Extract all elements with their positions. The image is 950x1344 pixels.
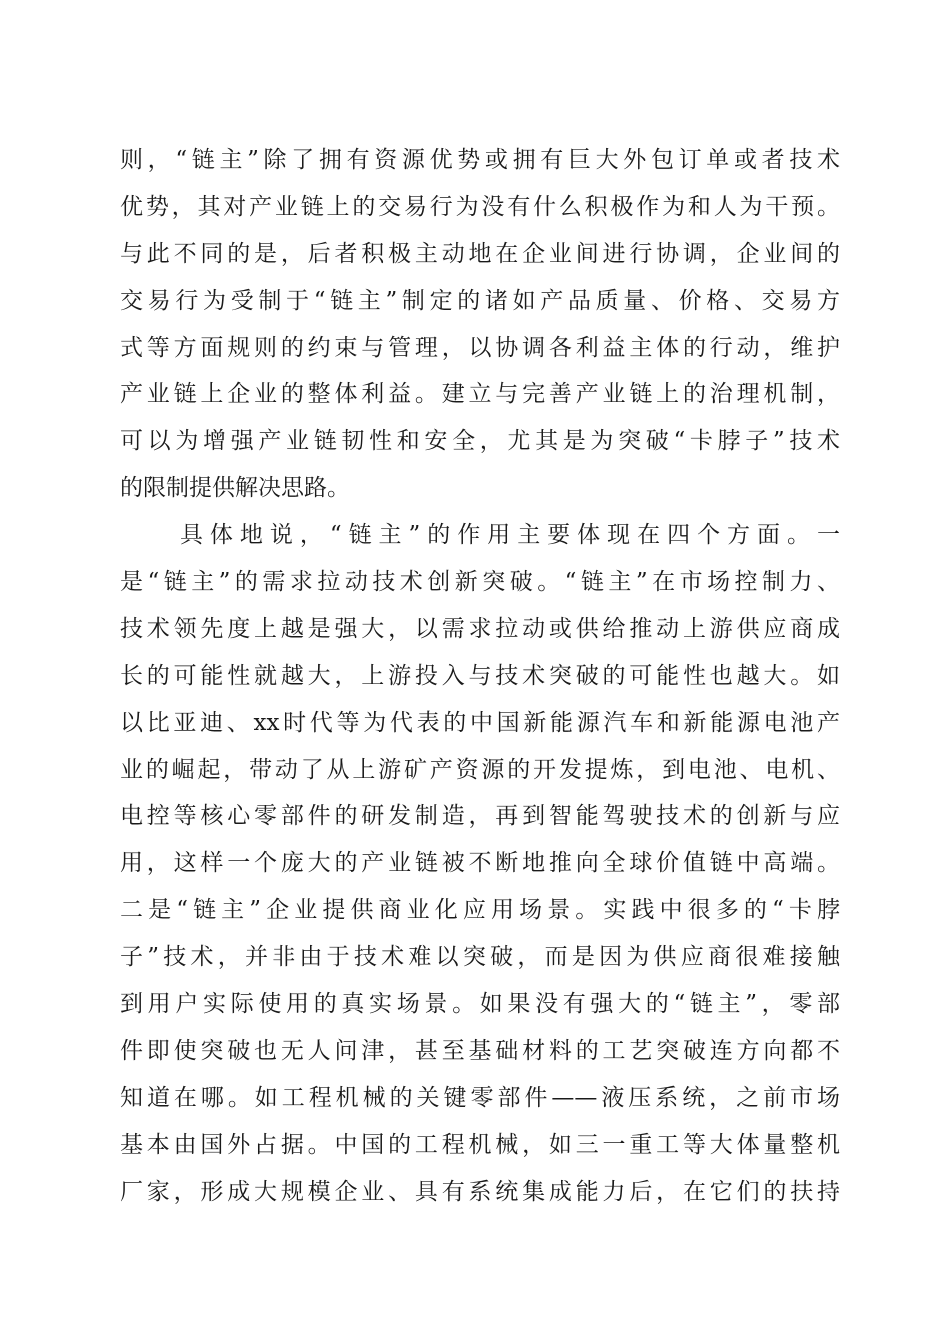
- text-line: 优势，其对产业链上的交易行为没有什么积极作为和人为干预。: [120, 193, 840, 220]
- text-line: 厂家，形成大规模企业、具有系统集成能力后，在它们的扶持: [120, 1178, 840, 1205]
- text-line: 以比亚迪、xx时代等为代表的中国新能源汽车和新能源电池产: [120, 709, 840, 736]
- text-line: 具体地说，“链主”的作用主要体现在四个方面。一: [120, 522, 840, 549]
- text-line: 件即使突破也无人问津，甚至基础材料的工艺突破连方向都不: [120, 1037, 840, 1064]
- text-line: 基本由国外占据。中国的工程机械，如三一重工等大体量整机: [120, 1131, 840, 1158]
- text-line: 产业链上企业的整体利益。建立与完善产业链上的治理机制，: [120, 381, 840, 408]
- text-line: 式等方面规则的约束与管理，以协调各利益主体的行动，维护: [120, 334, 840, 361]
- text-line: 业的崛起，带动了从上游矿产资源的开发提炼，到电池、电机、: [120, 756, 840, 783]
- text-line: 用，这样一个庞大的产业链被不断地推向全球价值链中高端。: [120, 850, 840, 877]
- text-line: 是“链主”的需求拉动技术创新突破。“链主”在市场控制力、: [120, 569, 840, 596]
- text-line: 交易行为受制于“链主”制定的诸如产品质量、价格、交易方: [120, 287, 840, 314]
- text-line: 的限制提供解决思路。: [120, 475, 350, 502]
- body-text: [120, 137, 840, 1215]
- text-line: 知道在哪。如工程机械的关键零部件——液压系统，之前市场: [120, 1084, 840, 1111]
- text-line: 技术领先度上越是强大，以需求拉动或供给推动上游供应商成: [120, 615, 840, 642]
- text-line: 到用户实际使用的真实场景。如果没有强大的“链主”，零部: [120, 991, 840, 1018]
- text-line: 与此不同的是，后者积极主动地在企业间进行协调，企业间的: [120, 240, 840, 267]
- text-line: 长的可能性就越大，上游投入与技术突破的可能性也越大。如: [120, 662, 840, 689]
- text-line: 二是“链主”企业提供商业化应用场景。实践中很多的“卡脖: [120, 897, 840, 924]
- text-line: 子”技术，并非由于技术难以突破，而是因为供应商很难接触: [120, 944, 840, 971]
- text-line: 电控等核心零部件的研发制造，再到智能驾驶技术的创新与应: [120, 803, 840, 830]
- text-line: 可以为增强产业链韧性和安全，尤其是为突破“卡脖子”技术: [120, 428, 840, 455]
- text-line: 则，“链主”除了拥有资源优势或拥有巨大外包订单或者技术: [120, 147, 840, 173]
